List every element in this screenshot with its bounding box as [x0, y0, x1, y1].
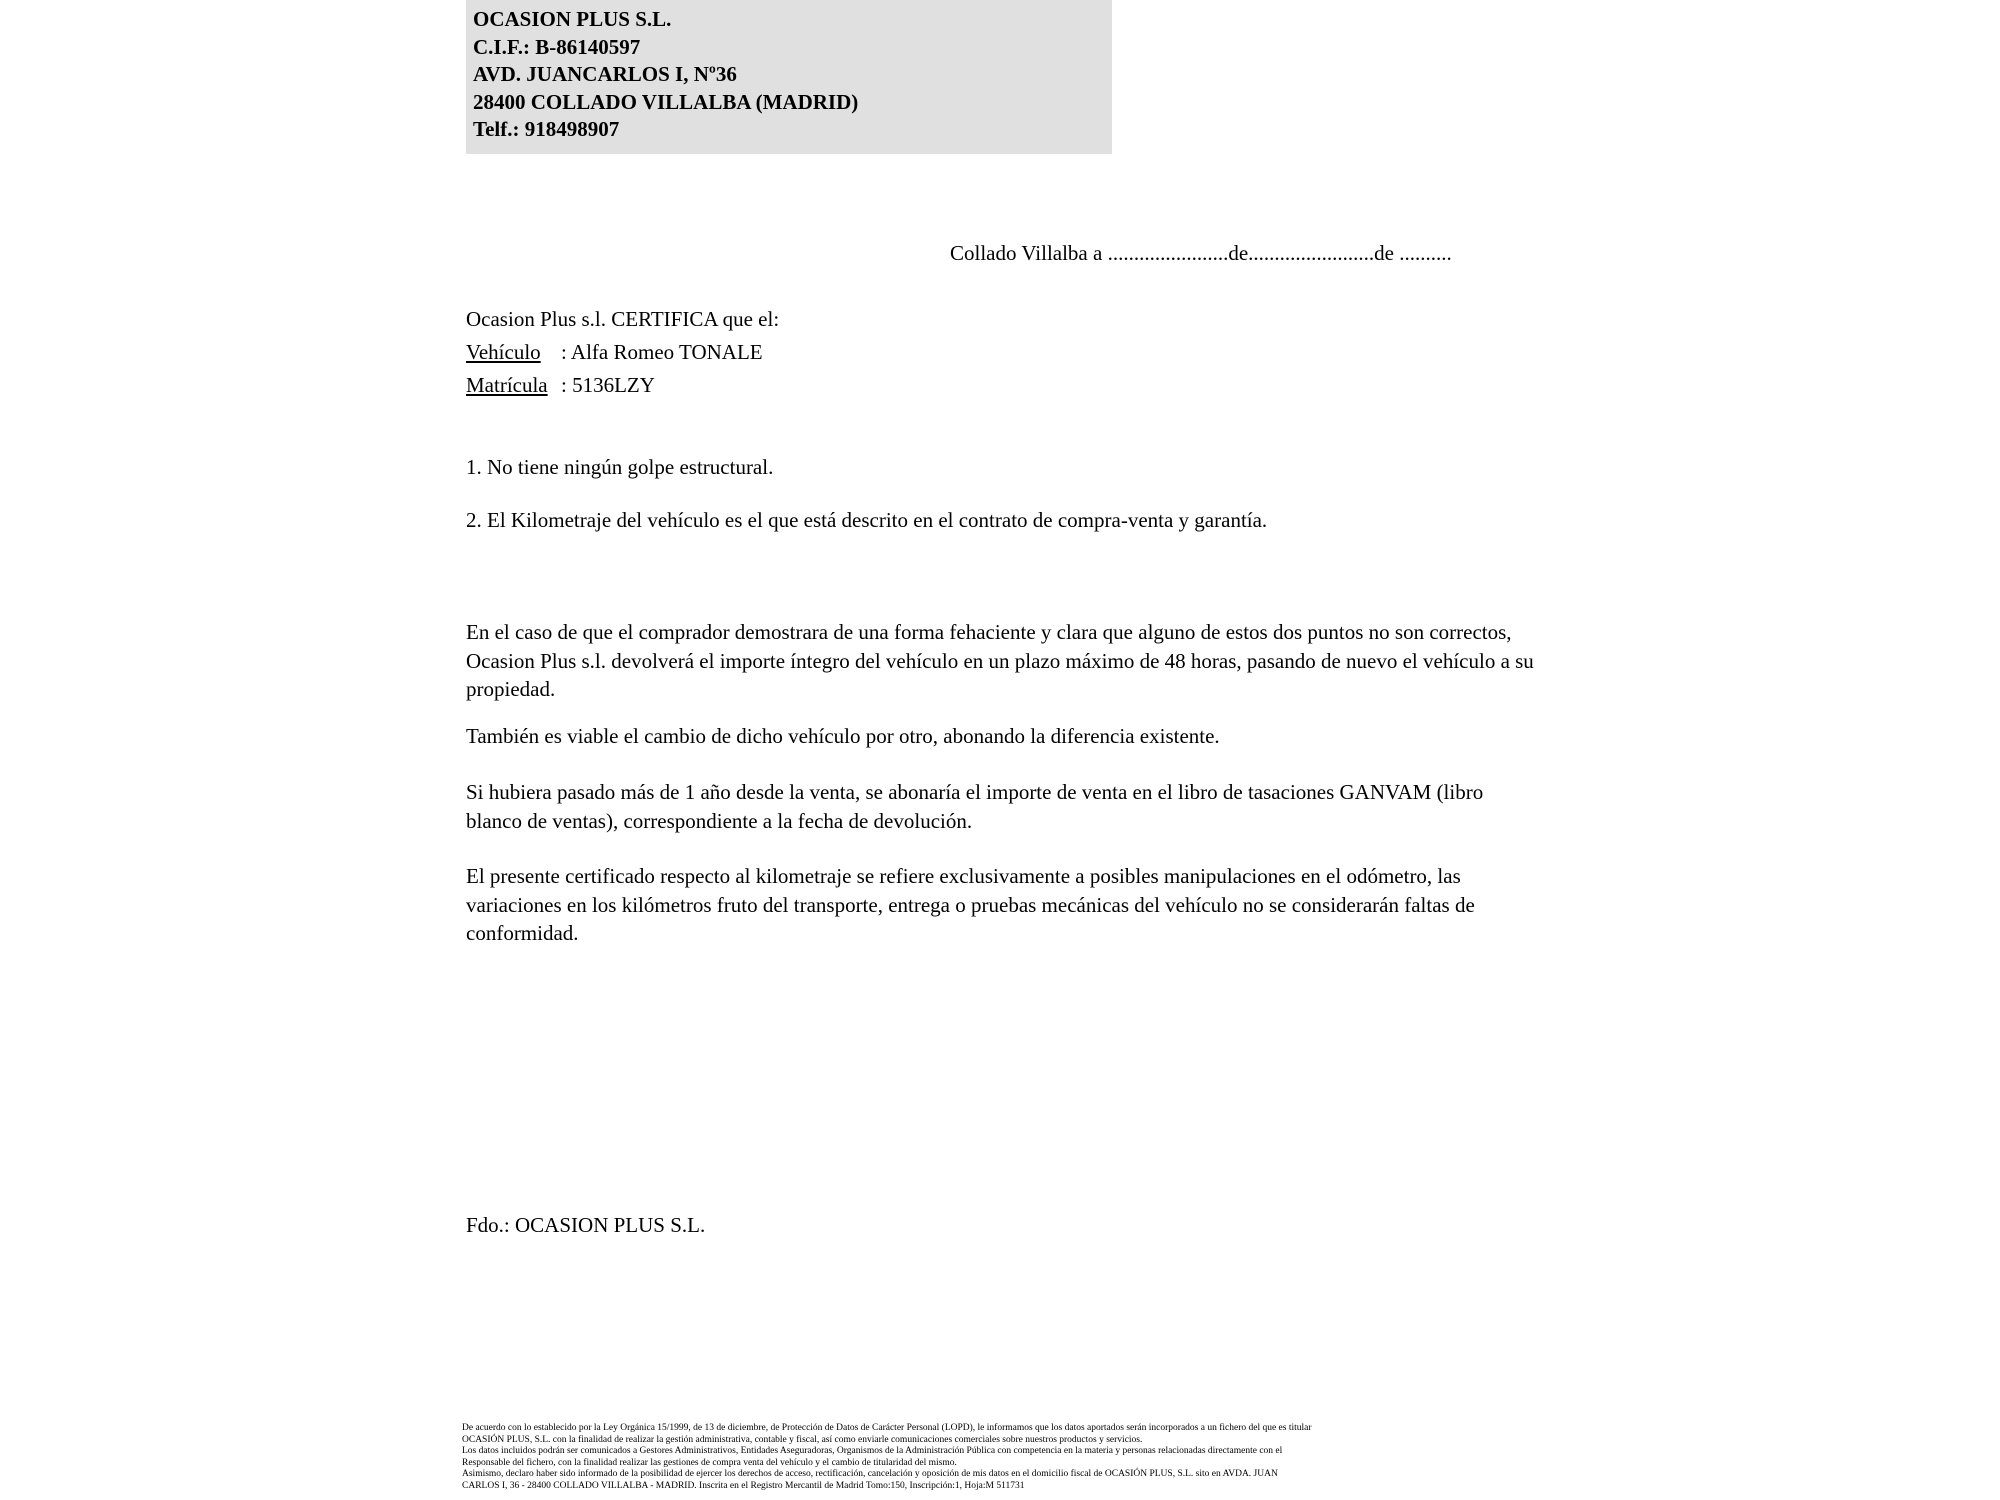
plate-row	[466, 369, 779, 402]
point-item-2: 2. El Kilometraje del vehículo es el que está descrito en el contrato de compra-venta y garantía.	[466, 508, 1268, 532]
point-item-1: 1. No tiene ningún golpe estructural.	[466, 455, 774, 479]
legal-line-6: CARLOS I, 36 - 28400 COLLADO VILLALBA - MADRID. Inscrita en el Registro Mercantil de Madrid Tomo:150, Inscripción:1, Hoja:M 511731	[462, 1480, 1025, 1491]
company-cif: C.I.F.: B-86140597	[473, 34, 641, 59]
legal-line-2: OCASIÓN PLUS, S.L. con la finalidad de realizar la gestión administrativa, contable y fiscal, así como enviarle comunicaciones comerciales sobre nuestros productos y servicios.	[462, 1434, 1143, 1445]
letterhead-block	[466, 0, 1112, 154]
paragraph-1: En el caso de que el comprador demostrara de una forma fehaciente y clara que alguno de estos dos puntos no son correctos, Ocasion Plus s.l. devolverá el importe íntegro del vehículo en un plazo máximo de 48 horas, pasando de nuevo el vehículo a su propiedad.	[466, 620, 1534, 701]
certification-block	[466, 303, 779, 402]
company-city: 28400 COLLADO VILLALBA (MADRID)	[473, 89, 859, 114]
legal-footer	[462, 1423, 1552, 1493]
legal-line-4: Responsable del fichero, con la finalidad realizar las gestiones de compra venta del vehículo y el cambio de titularidad del mismo.	[462, 1457, 957, 1468]
vehicle-row	[466, 336, 779, 369]
legal-line-3: Los datos incluidos podrán ser comunicados a Gestores Administrativos, Entidades Aseguradoras, Organismos de la Administración Pública con competencia en la materia y personas relacionadas directamente con el	[462, 1446, 1283, 1457]
signature-line: Fdo.: OCASION PLUS S.L.	[466, 1213, 706, 1237]
paragraph-3: Si hubiera pasado más de 1 año desde la venta, se abonaría el importe de venta en el libro de tasaciones GANVAM (libro blanco de ventas), correspondiente a la fecha de devolución.	[466, 780, 1484, 833]
vehicle-value: : Alfa Romeo TONALE	[561, 340, 763, 364]
legal-line-1: De acuerdo con lo establecido por la Ley Orgánica 15/1999, de 13 de diciembre, de Protección de Datos de Carácter Personal (LOPD), le informamos que los datos aportados serán incorporados a un fichero del que es titular	[462, 1423, 1312, 1433]
legal-line-5: Asimismo, declaro haber sido informado de la posibilidad de ejercer los derechos de acceso, rectificación, cancelación y oposición de mis datos en el domicilio fiscal de OCASIÓN PLUS, S.L. sito en AVDA. JUAN	[462, 1469, 1278, 1480]
plate-value: : 5136LZY	[561, 373, 655, 397]
date-line: Collado Villalba a .......................de........................de ..........	[950, 241, 1452, 265]
paragraph-4: El presente certificado respecto al kilometraje se refiere exclusivamente a posibles manipulaciones en el odómetro, las variaciones en los kilómetros fruto del transporte, entrega o pruebas mecánicas del vehículo no se considerarán faltas de conformidad.	[466, 864, 1475, 945]
company-name: OCASION PLUS S.L.	[473, 7, 672, 31]
plate-label: Matrícula	[466, 373, 548, 397]
company-phone: Telf.: 918498907	[473, 117, 620, 141]
paragraph-2: También es viable el cambio de dicho vehículo por otro, abonando la diferencia existente.	[466, 724, 1220, 748]
company-address: AVD. JUANCARLOS I, Nº36	[473, 62, 737, 86]
certification-intro: Ocasion Plus s.l. CERTIFICA que el:	[466, 307, 780, 331]
vehicle-label: Vehículo	[466, 340, 541, 364]
